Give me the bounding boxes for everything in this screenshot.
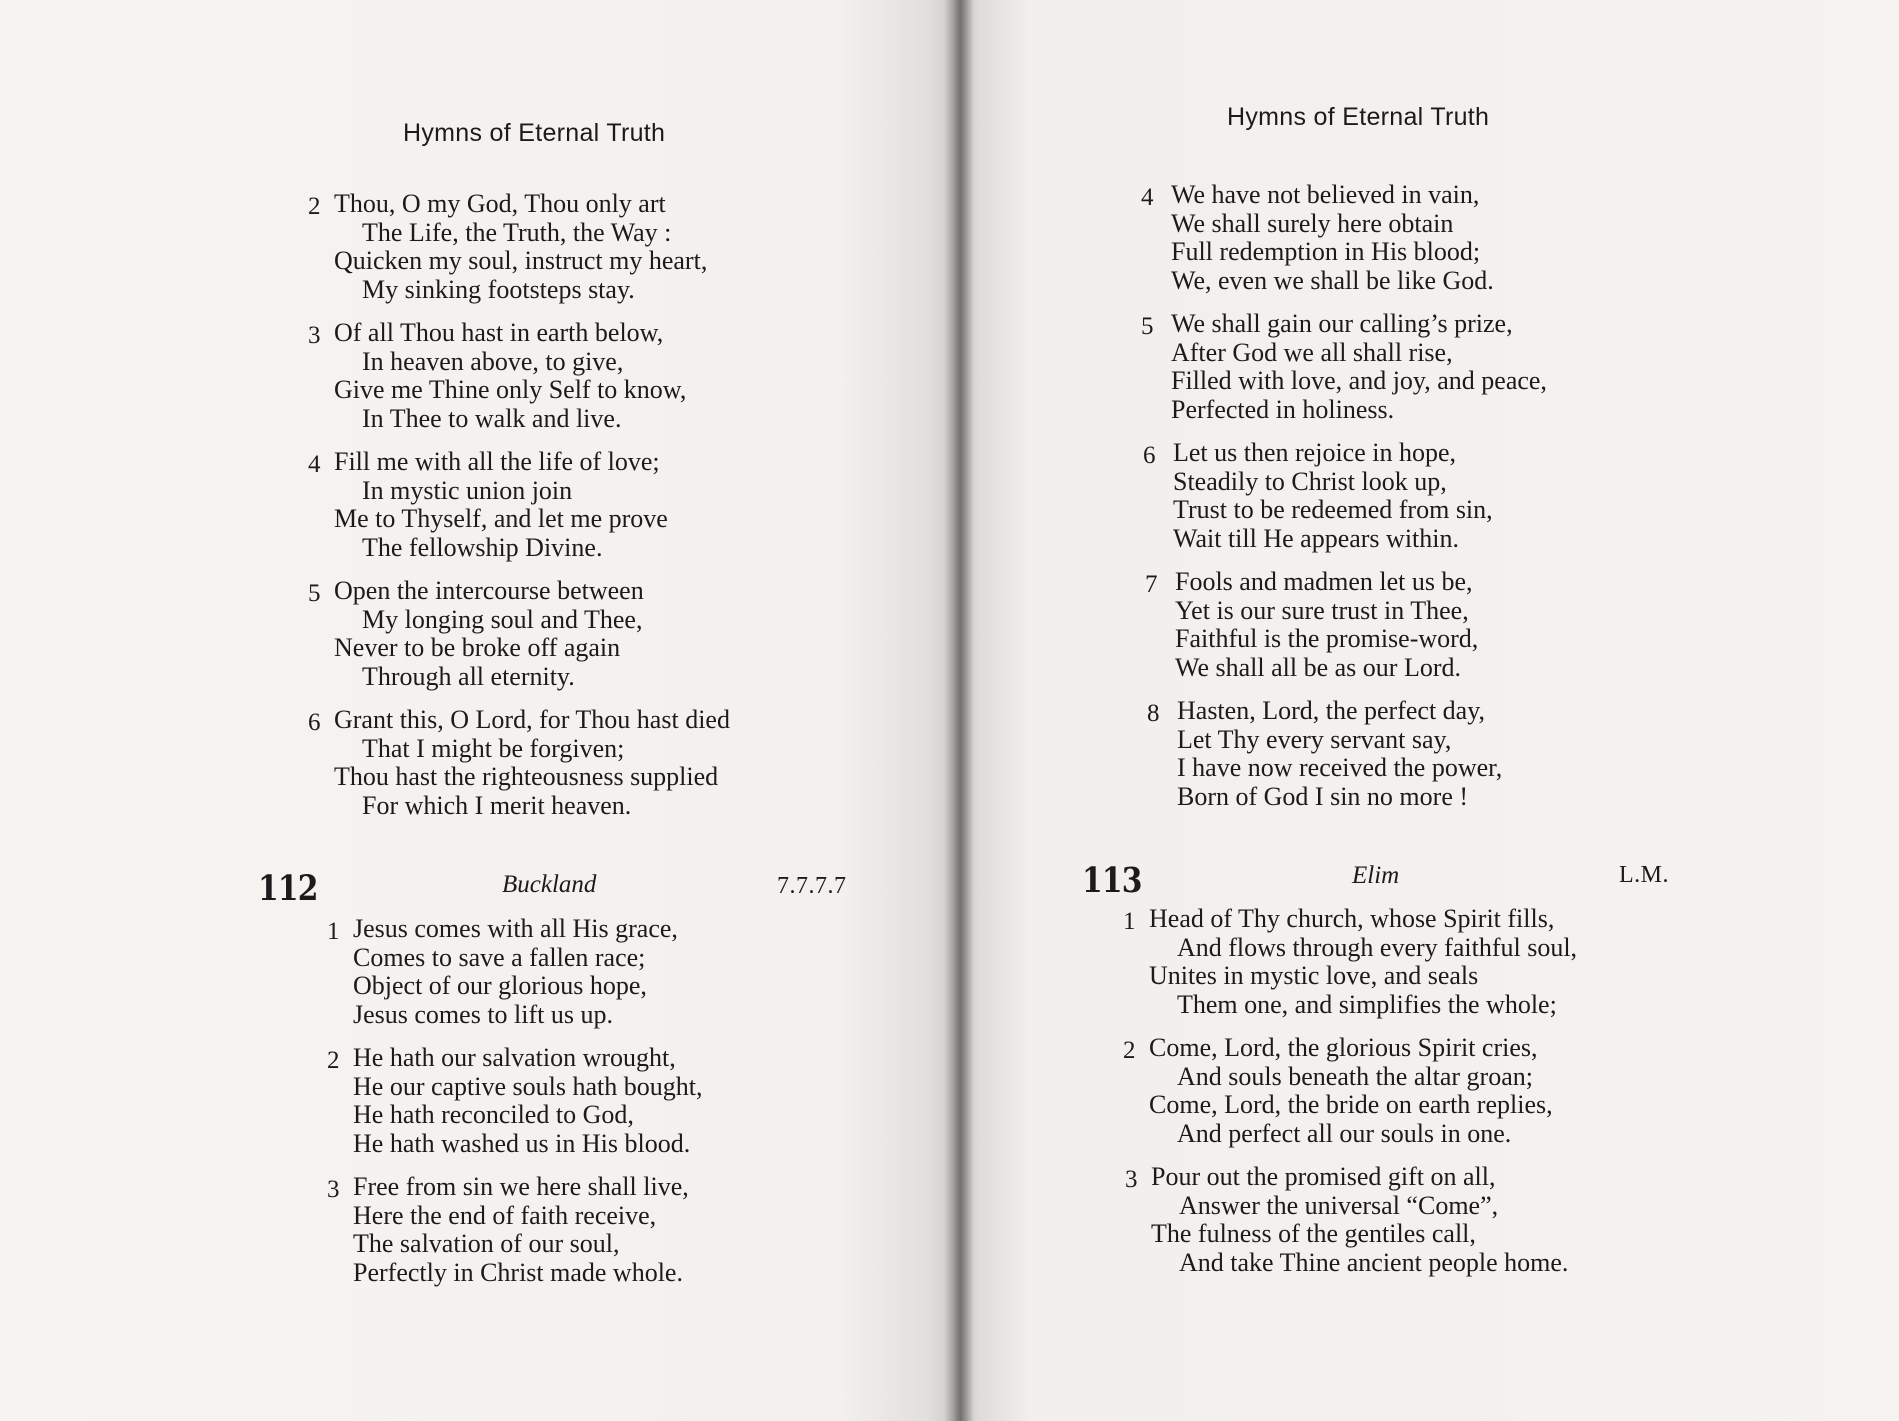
verse-number: 4 — [1141, 184, 1154, 211]
verse-line: Through all eternity. — [362, 661, 575, 691]
verse-line: In mystic union join — [362, 475, 573, 505]
verse-line: Object of our glorious hope, — [353, 971, 647, 1000]
verse-line: Here the end of faith receive, — [353, 1200, 657, 1230]
verse-line: The fulness of the gentiles call, — [1151, 1219, 1476, 1248]
verse-line: My sinking footsteps stay. — [362, 274, 635, 304]
running-head: Hymns of Eternal Truth — [1227, 103, 1490, 131]
verse-line: The fellowship Divine. — [362, 532, 603, 562]
verse — [308, 319, 686, 433]
verse-line: Faithful is the promise-word, — [1175, 624, 1479, 653]
verse-line: Quicken my soul, instruct my heart, — [334, 246, 708, 275]
verse-line: Perfectly in Christ made whole. — [353, 1257, 683, 1287]
verse — [1123, 905, 1577, 1019]
verse-line: The Life, the Truth, the Way : — [362, 217, 672, 247]
verse-number: 5 — [308, 580, 321, 607]
hymn-number: 113 — [1082, 860, 1142, 901]
verse — [1141, 181, 1494, 295]
verse-line: We, even we shall be like God. — [1171, 265, 1494, 295]
verse-line: Let us then rejoice in hope, — [1173, 438, 1457, 467]
verse-number: 5 — [1141, 313, 1154, 340]
verse-line: Thou hast the righteousness supplied — [334, 762, 719, 791]
verse-line: And perfect all our souls in one. — [1177, 1118, 1512, 1148]
verse-line: My longing soul and Thee, — [362, 604, 643, 634]
verse-number: 2 — [1123, 1037, 1136, 1064]
verse — [1147, 697, 1502, 811]
verse — [327, 915, 678, 1029]
verse-line: Wait till He appears within. — [1173, 523, 1459, 553]
verse-line: Perfected in holiness. — [1171, 394, 1395, 424]
verse-line: Give me Thine only Self to know, — [334, 375, 687, 404]
verse-number: 7 — [1145, 571, 1158, 598]
hymn-number: 112 — [258, 868, 318, 909]
verse-number: 2 — [308, 193, 321, 220]
verse-line: Free from sin we here shall live, — [353, 1172, 689, 1201]
verse-line: Come, Lord, the bride on earth replies, — [1149, 1090, 1553, 1119]
verse — [1145, 568, 1478, 682]
verse-number: 2 — [327, 1047, 340, 1074]
verse-line: Never to be broke off again — [334, 633, 621, 662]
verse-line: That I might be forgiven; — [362, 733, 625, 763]
verse-line: In heaven above, to give, — [362, 346, 624, 376]
verse-line: Head of Thy church, whose Spirit fills, — [1149, 904, 1555, 933]
verse — [1141, 310, 1547, 424]
verse-number: 1 — [327, 918, 340, 945]
verse-line: He hath washed us in His blood. — [353, 1128, 691, 1158]
verse-number: 6 — [1143, 442, 1156, 469]
meter: L.M. — [1619, 862, 1669, 888]
verse-line: Full redemption in His blood; — [1171, 237, 1481, 266]
verse-line: Jesus comes to lift us up. — [353, 999, 613, 1029]
verse-number: 3 — [1125, 1166, 1138, 1193]
verse — [308, 190, 707, 304]
verse — [308, 577, 644, 691]
verse-line: And souls beneath the altar groan; — [1177, 1061, 1533, 1091]
verse-line: Jesus comes with all His grace, — [353, 914, 678, 943]
tune-name: Buckland — [502, 871, 597, 898]
verse-line: And take Thine ancient people home. — [1179, 1247, 1569, 1277]
verse-line: Fools and madmen let us be, — [1175, 567, 1473, 596]
verse-line: Unites in mystic love, and seals — [1149, 961, 1479, 990]
verse — [1123, 1034, 1553, 1148]
verse-line: Hasten, Lord, the perfect day, — [1177, 696, 1486, 725]
verse-line: Let Thy every servant say, — [1177, 724, 1452, 754]
verse-number: 1 — [1123, 908, 1136, 935]
verse-line: In Thee to walk and live. — [362, 403, 622, 433]
verse-line: We shall surely here obtain — [1171, 208, 1454, 238]
verse-number: 8 — [1147, 700, 1160, 727]
verse-line: Yet is our sure trust in Thee, — [1175, 595, 1469, 625]
verse-line: Pour out the promised gift on all, — [1151, 1162, 1496, 1191]
verse-line: For which I merit heaven. — [362, 790, 632, 820]
verse-line: Open the intercourse between — [334, 576, 644, 605]
verse-line: And flows through every faithful soul, — [1177, 932, 1578, 962]
verse-line: Fill me with all the life of love; — [334, 447, 660, 476]
verse — [308, 448, 668, 562]
verse-line: We shall all be as our Lord. — [1175, 652, 1461, 682]
verse-line: Born of God I sin no more ! — [1177, 781, 1469, 811]
verse-line: Steadily to Christ look up, — [1173, 466, 1447, 496]
right-page — [955, 0, 1899, 1421]
verse — [1143, 439, 1493, 553]
verse-line: Grant this, O Lord, for Thou hast died — [334, 705, 730, 734]
verse — [327, 1044, 703, 1158]
meter: 7.7.7.7 — [777, 873, 847, 899]
tune-name: Elim — [1352, 862, 1400, 889]
verse-number: 6 — [308, 709, 321, 736]
verse-line: He hath our salvation wrought, — [353, 1043, 676, 1072]
verse-line: We shall gain our calling’s prize, — [1171, 309, 1513, 338]
verse-number: 4 — [308, 451, 321, 478]
verse-line: Answer the universal “Come”, — [1179, 1190, 1499, 1220]
verse — [1125, 1163, 1568, 1277]
book-gutter — [944, 0, 974, 1421]
verse-line: Trust to be redeemed from sin, — [1173, 495, 1493, 524]
verse-line: The salvation of our soul, — [353, 1229, 620, 1258]
verse-line: I have now received the power, — [1177, 753, 1503, 782]
verse-number: 3 — [327, 1176, 340, 1203]
verse-line: He our captive souls hath bought, — [353, 1071, 703, 1101]
verse-line: Come, Lord, the glorious Spirit cries, — [1149, 1033, 1538, 1062]
verse-line: Comes to save a fallen race; — [353, 942, 646, 972]
verse-line: Me to Thyself, and let me prove — [334, 504, 668, 533]
verse-line: Them one, and simplifies the whole; — [1177, 989, 1557, 1019]
verse-line: Thou, O my God, Thou only art — [334, 189, 666, 218]
verse-line: After God we all shall rise, — [1171, 337, 1453, 367]
verse-line: We have not believed in vain, — [1171, 180, 1480, 209]
verse-line: He hath reconciled to God, — [353, 1100, 634, 1129]
verse-number: 3 — [308, 322, 321, 349]
running-head: Hymns of Eternal Truth — [403, 119, 666, 147]
verse — [308, 706, 730, 820]
verse-line: Filled with love, and joy, and peace, — [1171, 366, 1547, 395]
verse-line: Of all Thou hast in earth below, — [334, 318, 664, 347]
verse — [327, 1173, 689, 1287]
